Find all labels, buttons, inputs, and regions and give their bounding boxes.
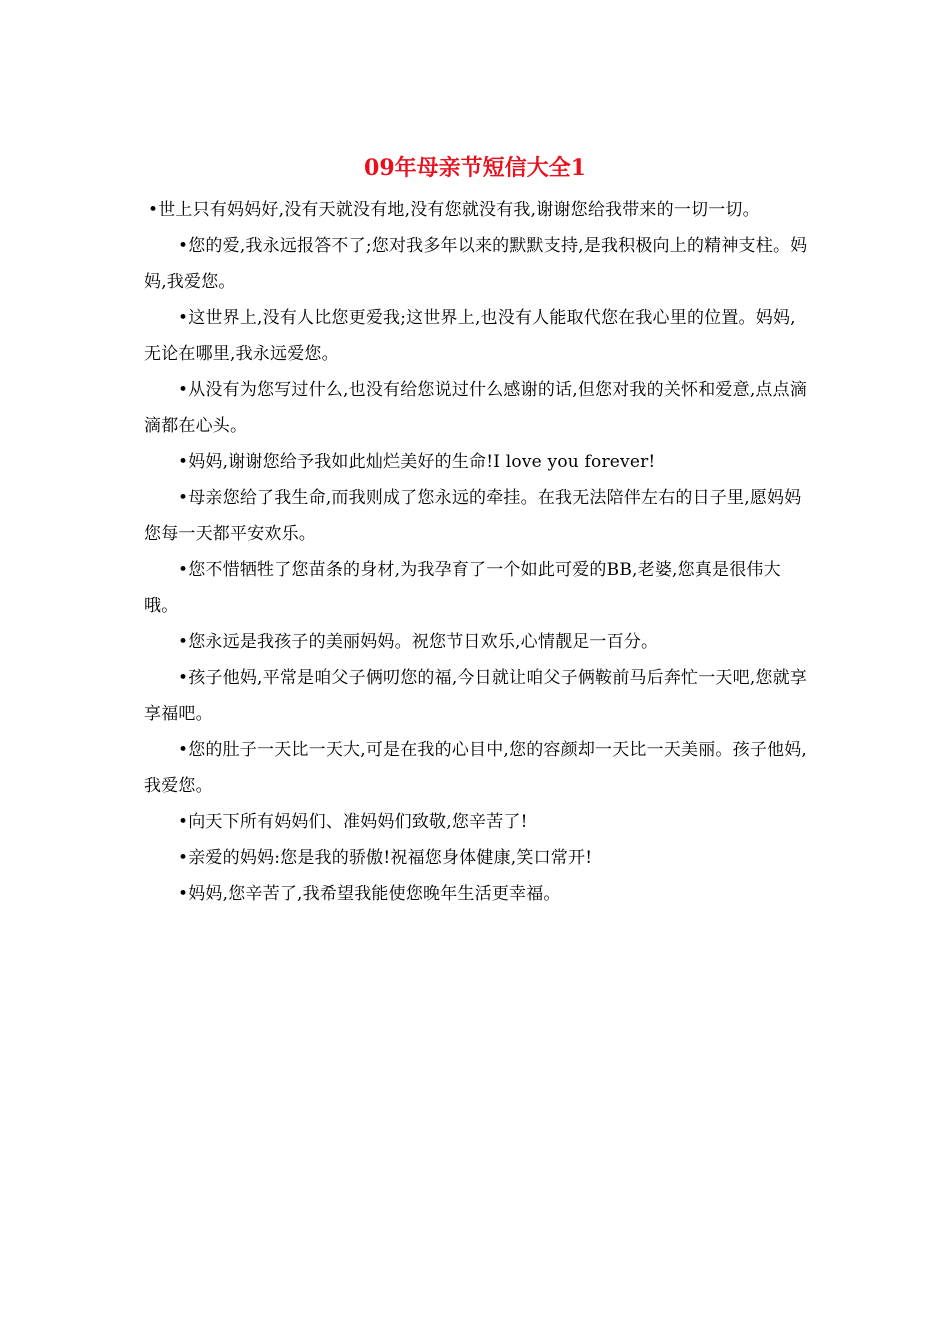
paragraph: •您的爱,我永远报答不了;您对我多年以来的默默支持,是我积极向上的精神支柱。妈妈,我爱您。 — [144, 236, 808, 292]
paragraph: •亲爱的妈妈:您是我的骄傲!祝福您身体健康,笑口常开! — [178, 848, 593, 868]
paragraph: •妈妈,谢谢您给予我如此灿烂美好的生命!I love you forever! — [178, 452, 656, 472]
document-title: 09年母亲节短信大全1 — [364, 155, 586, 181]
paragraph: •从没有为您写过什么,也没有给您说过什么感谢的话,但您对我的关怀和爱意,点点滴滴都在心头。 — [144, 380, 808, 436]
paragraph: •妈妈,您辛苦了,我希望我能使您晚年生活更幸福。 — [178, 884, 561, 904]
paragraph: •您的肚子一天比一天大,可是在我的心目中,您的容颜却一天比一天美丽。孩子他妈,我爱您。 — [144, 740, 808, 796]
paragraph: •您永远是我孩子的美丽妈妈。祝您节日欢乐,心情靓足一百分。 — [178, 632, 659, 652]
paragraph: •您不惜牺牲了您苗条的身材,为我孕育了一个如此可爱的BB,老婆,您真是很伟大哦。 — [144, 560, 781, 616]
paragraph: •这世界上,没有人比您更爱我;这世界上,也没有人能取代您在我心里的位置。妈妈,无论在哪里,我永远爱您。 — [144, 308, 796, 364]
paragraph: •母亲您给了我生命,而我则成了您永远的牵挂。在我无法陪伴左右的日子里,愿妈妈您每一天都平安欢乐。 — [144, 488, 802, 544]
paragraph: •世上只有妈妈好,没有天就没有地,没有您就没有我,谢谢您给我带来的一切一切。 — [148, 200, 760, 220]
paragraph: •孩子他妈,平常是咱父子俩叨您的福,今日就让咱父子俩鞍前马后奔忙一天吧,您就享享福吧。 — [144, 668, 808, 724]
document-body — [144, 192, 810, 912]
paragraph: •向天下所有妈妈们、准妈妈们致敬,您辛苦了! — [178, 812, 528, 832]
